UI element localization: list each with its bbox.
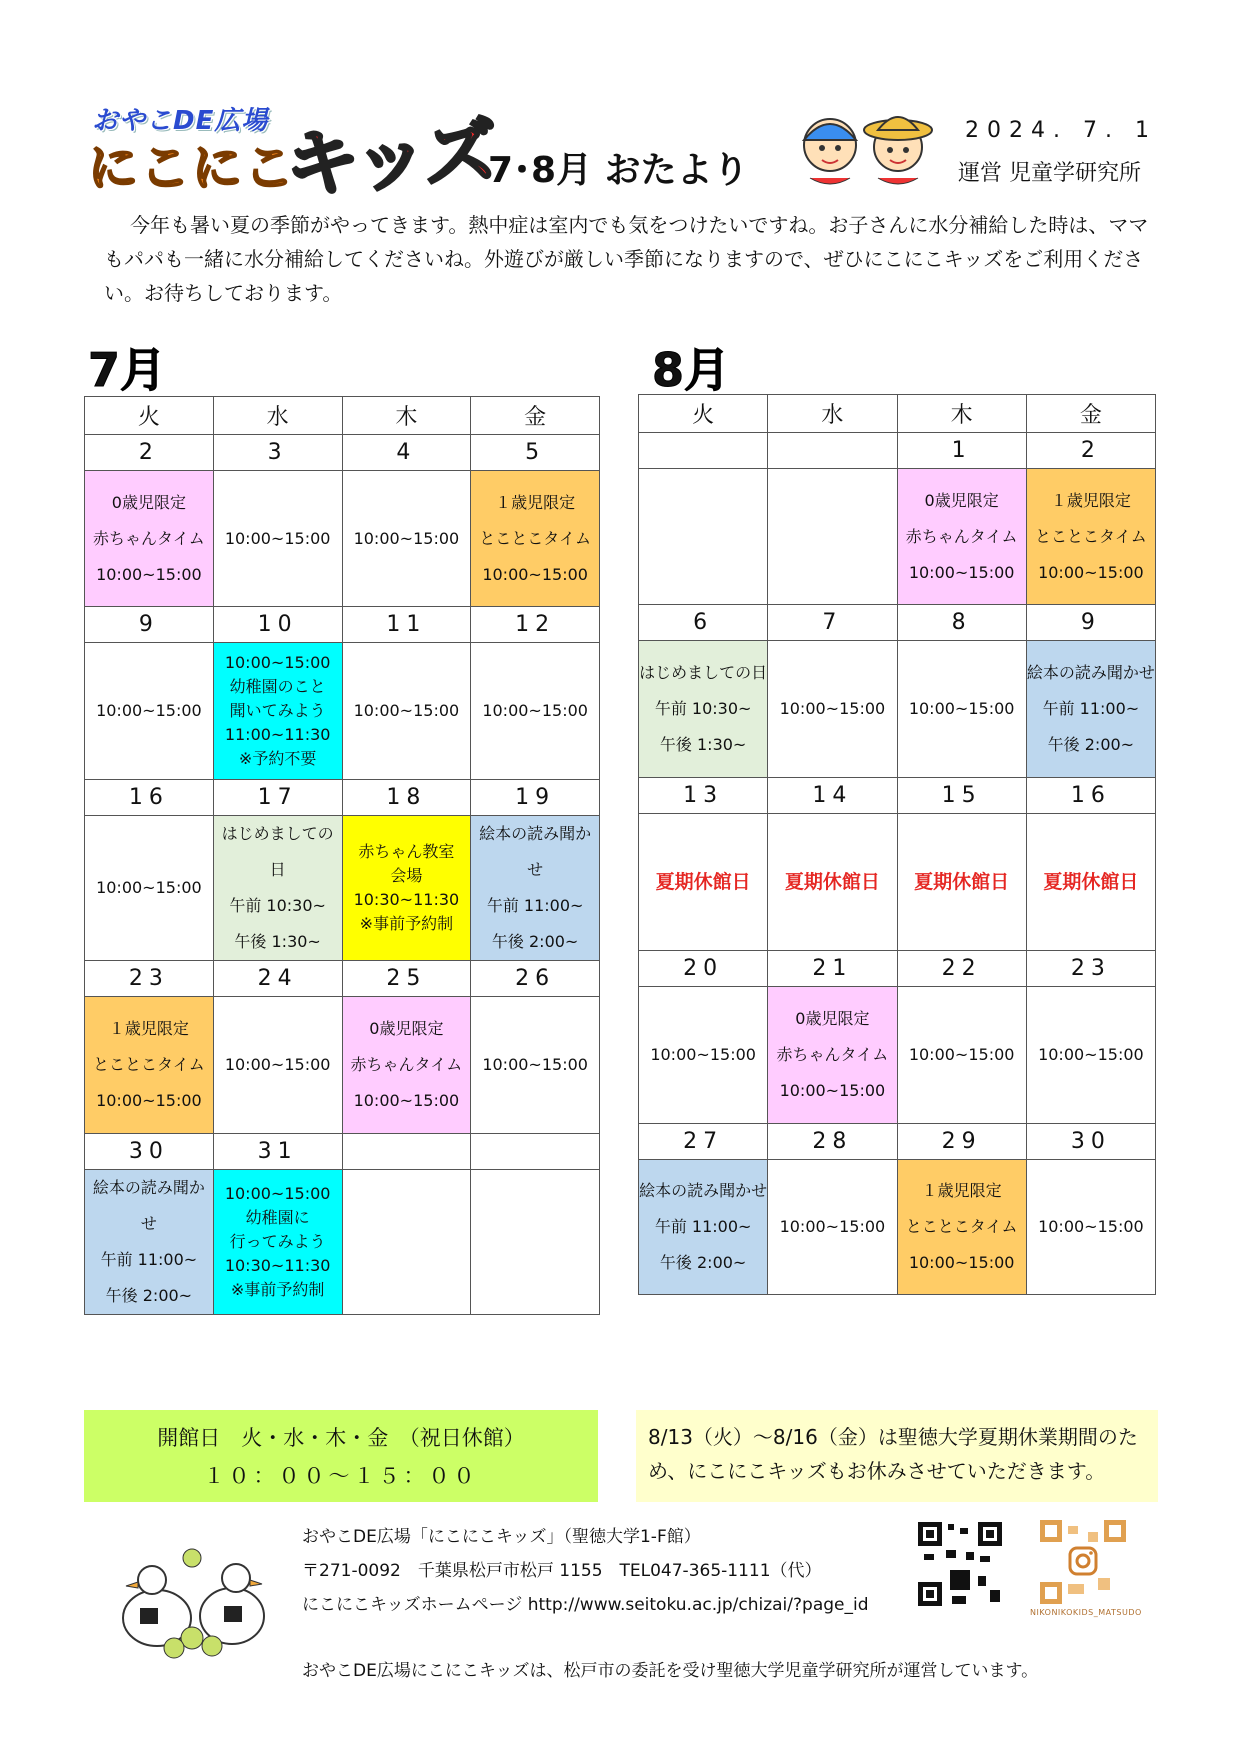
august-day-event (897, 987, 1026, 1124)
august-weekday-header: 水 (768, 395, 897, 433)
august-day-number: 14 (768, 778, 897, 814)
event-line: 10:00~15:00 (224, 653, 331, 672)
event-line: 午後 1:30~ (234, 932, 321, 951)
closed-day-label: 夏期休館日 (1043, 871, 1139, 893)
issue-date: 2024. 7. 1 (965, 118, 1157, 143)
event-line: 10:00~15:00 (224, 1055, 331, 1074)
event-line: 10:00~15:00 (1038, 562, 1144, 582)
july-day-event (85, 471, 214, 607)
event-line: 10:00~15:00 (482, 701, 588, 720)
event-line: 会場 (390, 866, 423, 885)
august-day-number (768, 433, 897, 469)
closed-day-label: 夏期休館日 (914, 871, 1010, 893)
event-line: 10:00~15:00 (224, 528, 331, 548)
july-day-number (471, 1134, 600, 1170)
intro-text: 今年も暑い夏の季節がやってきます。熱中症は室内でも気をつけたいですね。お子さんに水分補給した時は、ママもパパも一緒に水分補給してくださいね。外遊びが厳しい季節になりますので、ぜひにこにこキッズをご利用ください。お待ちしております。 (104, 213, 1149, 305)
july-calendar (84, 396, 600, 1315)
august-day-number: 27 (639, 1124, 768, 1160)
july-day-event (85, 643, 214, 780)
event-line: 10:00~15:00 (1038, 1217, 1144, 1236)
event-line: 午前 11:00~ (1042, 699, 1140, 718)
august-day-number: 30 (1026, 1124, 1155, 1160)
event-line: 10:30~11:30 (353, 890, 460, 909)
july-day-event (471, 1170, 600, 1315)
july-day-number: 26 (471, 961, 600, 997)
event-line: 0歳児限定 (369, 1019, 444, 1038)
july-day-number: 18 (342, 780, 471, 816)
august-day-event (1026, 469, 1155, 605)
july-day-number: 12 (471, 607, 600, 643)
august-calendar (638, 394, 1156, 1295)
event-line: はじめましての日 (221, 824, 334, 879)
event-line: 10:30~11:30 (224, 1256, 331, 1275)
july-day-event (471, 471, 600, 607)
instagram-qr-icon[interactable] (1038, 1518, 1128, 1622)
august-day-number (639, 433, 768, 469)
logo-main-text: にこにこ (88, 139, 296, 197)
august-day-number: 20 (639, 951, 768, 987)
closed-day-label: 夏期休館日 (784, 871, 880, 893)
event-line: 10:00~15:00 (96, 878, 202, 897)
august-day-event (639, 987, 768, 1124)
event-line: 10:00~15:00 (96, 701, 202, 720)
july-day-number: 9 (85, 607, 214, 643)
july-weekday-header: 火 (85, 397, 214, 435)
august-weekday-header: 金 (1026, 395, 1155, 433)
august-title: 8月 (652, 343, 731, 397)
event-line: 10:00~15:00 (353, 528, 460, 548)
july-title: 7月 (88, 343, 167, 397)
august-day-number: 28 (768, 1124, 897, 1160)
august-day-number: 21 (768, 951, 897, 987)
event-line: 午前 10:30~ (229, 896, 326, 915)
july-day-number: 10 (213, 607, 342, 643)
july-day-number: 4 (342, 435, 471, 471)
august-weekday-header: 木 (897, 395, 1026, 433)
july-day-event (213, 1170, 342, 1315)
event-line: 午前 11:00~ (100, 1250, 198, 1269)
event-line: １歳児限定 (108, 1019, 189, 1038)
july-day-event (471, 997, 600, 1134)
footer-operator-note: おやこDE広場にこにこキッズは、松戸市の委託を受け聖徳大学児童学研究所が運営しています。 (302, 1661, 1039, 1681)
august-weekday-header: 火 (639, 395, 768, 433)
event-line: 11:00~11:30 (224, 725, 331, 744)
mascot-children-icon (790, 100, 940, 190)
august-day-number: 9 (1026, 605, 1155, 641)
event-line: 10:00~15:00 (353, 701, 460, 720)
event-line: 聞いてみよう (229, 701, 326, 720)
event-line: 10:00~15:00 (779, 1081, 886, 1100)
august-day-event (768, 1160, 897, 1295)
logo-kids-text: キッズ (282, 108, 497, 210)
opening-hours-text: １０：００～１５：００ (203, 1464, 479, 1488)
july-day-number: 30 (85, 1134, 214, 1170)
footer-homepage-link[interactable]: にこにこキッズホームページ http://www.seitoku.ac.jp/chizai/?page_id (302, 1595, 869, 1615)
august-day-event (768, 641, 897, 778)
event-line: １歳児限定 (495, 492, 576, 512)
event-line: 午後 2:00~ (1047, 735, 1135, 754)
july-weekday-header: 金 (471, 397, 600, 435)
august-day-number: 1 (897, 433, 1026, 469)
event-line: 午前 11:00~ (654, 1217, 752, 1236)
event-line: ※予約不要 (238, 749, 317, 768)
event-line: 午後 2:00~ (491, 932, 579, 951)
footer-address: 〒271-0092 千葉県松戸市松戸 1155 TEL047-365-1111（代） (302, 1561, 822, 1581)
event-line: 幼稚園に (245, 1208, 310, 1227)
event-line: とことこタイム (905, 1217, 1018, 1236)
event-line: 10:00~15:00 (908, 1045, 1015, 1064)
footer-info (302, 1520, 869, 1622)
july-day-event (213, 997, 342, 1134)
event-line: 0歳児限定 (111, 492, 186, 512)
july-day-number: 11 (342, 607, 471, 643)
august-day-event (897, 469, 1026, 605)
event-line: 赤ちゃんタイム (776, 1045, 889, 1064)
august-day-event (639, 1160, 768, 1295)
event-line: 10:00~15:00 (482, 1055, 588, 1074)
organization-name: 運営 児童学研究所 (958, 161, 1141, 186)
july-day-number (342, 1134, 471, 1170)
july-day-event (85, 816, 214, 961)
july-day-event (85, 1170, 214, 1315)
event-line: 10:00~15:00 (908, 699, 1015, 718)
event-line: 10:00~15:00 (908, 562, 1015, 582)
july-day-number: 19 (471, 780, 600, 816)
august-day-event (639, 641, 768, 778)
instagram-caption: NIKONIKOKIDS_MATSUDO (1030, 1608, 1142, 1617)
event-line: 絵本の読み聞かせ (639, 1181, 768, 1200)
opening-days-text: 開館日 火・水・木・金 （祝日休館） (157, 1426, 525, 1450)
august-day-number: 16 (1026, 778, 1155, 814)
event-line: 赤ちゃん教室 (358, 842, 455, 861)
july-day-event (471, 816, 600, 961)
event-line: 10:00~15:00 (353, 1091, 460, 1110)
august-day-event (639, 814, 768, 951)
july-day-number: 23 (85, 961, 214, 997)
opening-days-box (84, 1410, 598, 1502)
august-day-number: 29 (897, 1124, 1026, 1160)
august-day-number: 15 (897, 778, 1026, 814)
event-line: 10:00~15:00 (1038, 1045, 1144, 1064)
july-day-event (342, 643, 471, 780)
event-line: 午後 1:30~ (659, 735, 747, 754)
event-line: 10:00~15:00 (96, 564, 202, 584)
july-day-number: 17 (213, 780, 342, 816)
august-day-number: 8 (897, 605, 1026, 641)
august-day-number: 2 (1026, 433, 1155, 469)
july-day-number: 16 (85, 780, 214, 816)
august-day-event (639, 469, 768, 605)
july-weekday-header: 木 (342, 397, 471, 435)
event-line: ※事前予約制 (230, 1280, 325, 1299)
qr-code-icon[interactable] (916, 1520, 1004, 1608)
event-line: 午前 10:30~ (654, 699, 752, 718)
event-line: 行ってみよう (229, 1232, 326, 1251)
event-line: はじめましての日 (639, 663, 768, 682)
august-day-number: 22 (897, 951, 1026, 987)
logo-subtitle: おやこDE広場 (92, 106, 269, 136)
event-line: 10:00~15:00 (224, 1184, 331, 1203)
august-day-event (897, 641, 1026, 778)
event-line: 10:00~15:00 (908, 1253, 1015, 1272)
event-line: １歳児限定 (1050, 490, 1131, 510)
event-line: 赤ちゃんタイム (93, 528, 205, 548)
duck-family-icon (112, 1538, 272, 1663)
july-weekday-header: 水 (213, 397, 342, 435)
july-day-event (85, 997, 214, 1134)
event-line: 0歳児限定 (924, 490, 999, 510)
august-day-event (1026, 987, 1155, 1124)
event-line: 赤ちゃんタイム (350, 1055, 463, 1074)
august-day-event (897, 814, 1026, 951)
august-day-number: 13 (639, 778, 768, 814)
july-day-event (342, 997, 471, 1134)
event-line: とことこタイム (479, 528, 591, 548)
event-line: 10:00~15:00 (482, 564, 588, 584)
footer-address-title: おやこDE広場「にこにこキッズ」（聖徳大学1-F館） (302, 1527, 701, 1547)
august-day-event (768, 814, 897, 951)
july-day-event (213, 643, 342, 780)
august-day-event (897, 1160, 1026, 1295)
event-line: 赤ちゃんタイム (905, 526, 1018, 546)
event-line: とことこタイム (1035, 526, 1147, 546)
event-line: 絵本の読み聞かせ (479, 824, 592, 879)
event-line: 10:00~15:00 (779, 1217, 886, 1236)
august-day-number: 7 (768, 605, 897, 641)
closed-day-label: 夏期休館日 (655, 871, 751, 893)
event-line: 絵本の読み聞かせ (1026, 663, 1155, 682)
july-day-event (213, 816, 342, 961)
august-day-event (768, 469, 897, 605)
july-day-number: 5 (471, 435, 600, 471)
july-day-event (342, 816, 471, 961)
july-day-event (342, 1170, 471, 1315)
event-line: 午後 2:00~ (105, 1286, 193, 1305)
event-line: 午前 11:00~ (486, 896, 584, 915)
august-day-event (1026, 814, 1155, 951)
july-day-event (213, 471, 342, 607)
july-day-event (471, 643, 600, 780)
august-day-event (1026, 641, 1155, 778)
august-day-event (768, 987, 897, 1124)
event-line: 10:00~15:00 (650, 1045, 756, 1064)
july-day-event (342, 471, 471, 607)
event-line: 午後 2:00~ (659, 1253, 747, 1272)
august-day-number: 23 (1026, 951, 1155, 987)
summer-closure-note: 8/13（火）～8/16（金）は聖徳大学夏期休業期間のため、にこにこキッズもお休みさせていただきます。 (636, 1410, 1158, 1502)
event-line: 絵本の読み聞かせ (92, 1178, 205, 1233)
event-line: 10:00~15:00 (779, 699, 886, 718)
july-day-number: 31 (213, 1134, 342, 1170)
july-day-number: 2 (85, 435, 214, 471)
event-line: ※事前予約制 (359, 914, 454, 933)
august-day-event (1026, 1160, 1155, 1295)
event-line: 10:00~15:00 (96, 1091, 202, 1110)
july-day-number: 25 (342, 961, 471, 997)
event-line: １歳児限定 (921, 1181, 1002, 1200)
july-day-number: 3 (213, 435, 342, 471)
event-line: 0歳児限定 (795, 1009, 870, 1028)
newsletter-title: 7･8月 おたより (488, 150, 749, 191)
july-day-number: 24 (213, 961, 342, 997)
event-line: 幼稚園のこと (229, 677, 326, 696)
august-day-number: 6 (639, 605, 768, 641)
event-line: とことこタイム (93, 1055, 205, 1074)
